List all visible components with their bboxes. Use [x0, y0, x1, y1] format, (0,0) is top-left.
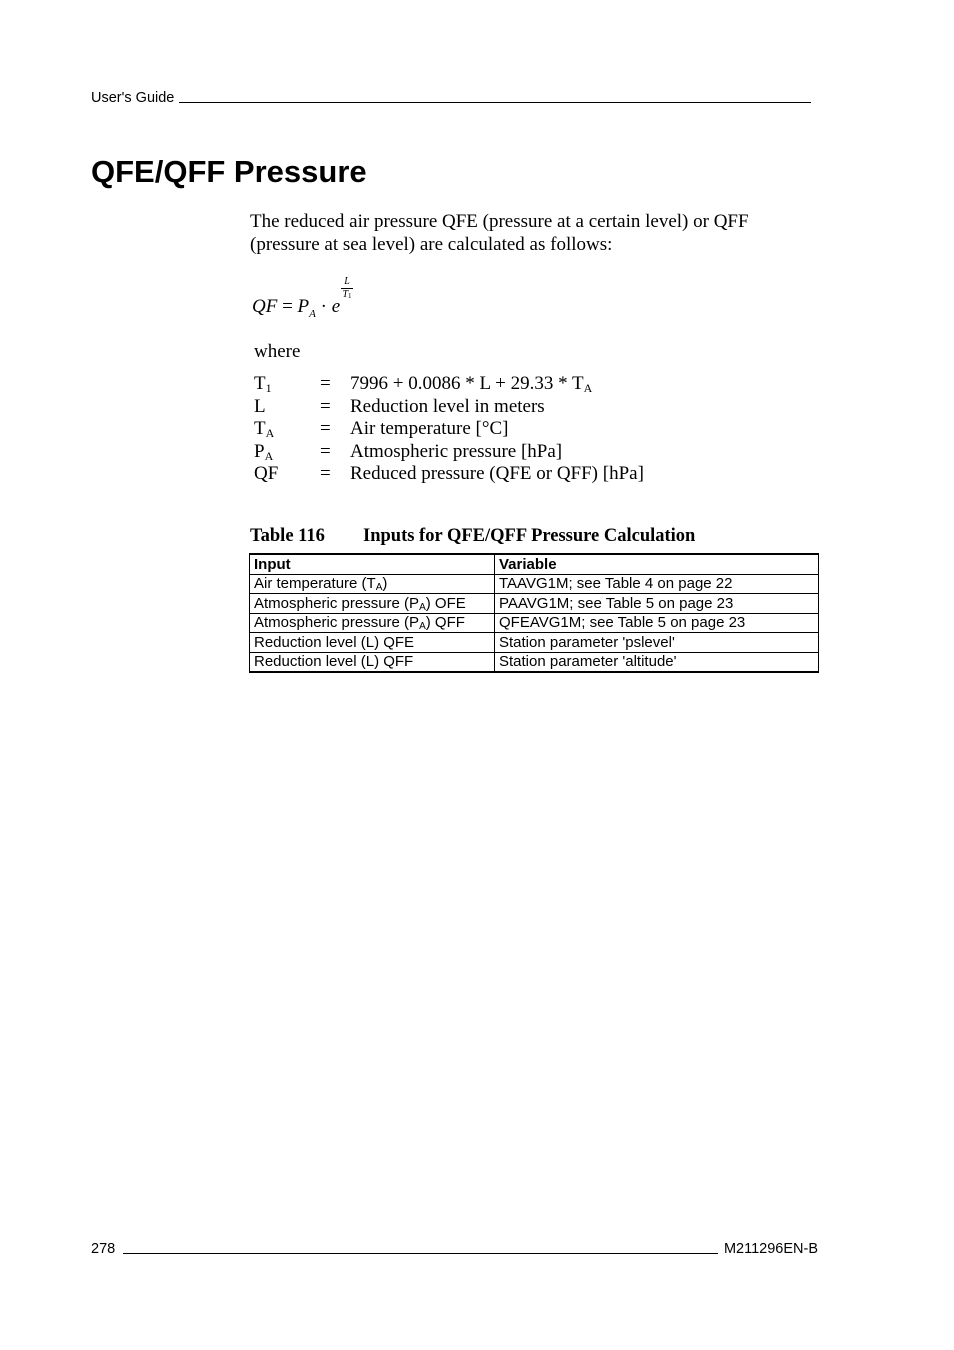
cell-variable: TAAVG1M; see Table 4 on page 22 [495, 574, 819, 594]
where-label: where [254, 341, 301, 362]
running-header [91, 90, 815, 106]
cell-variable: QFEAVG1M; see Table 5 on page 23 [495, 613, 819, 633]
cell-input: Reduction level (L) QFF [250, 652, 495, 672]
def-description: Air temperature [°C] [350, 418, 509, 439]
def-equals: = [320, 418, 331, 439]
table-row [250, 652, 819, 672]
table-row [250, 633, 819, 653]
qf-formula [252, 276, 382, 324]
page-number: 278 [91, 1241, 116, 1257]
def-symbol: L [254, 395, 266, 417]
def-symbol: $P_A$ [254, 440, 274, 463]
running-footer [91, 1241, 818, 1257]
table-row [250, 594, 819, 614]
cell-variable: Station parameter 'pslevel' [495, 633, 819, 653]
cell-input: Atmospheric pressure $(P_A)$ QFF [250, 613, 495, 633]
header-rule [179, 102, 811, 103]
def-symbol: $T_A$ [254, 418, 275, 440]
formula-exponent [340, 276, 354, 302]
def-symbol: $T_1$ [254, 373, 272, 395]
def-symbol: QF [254, 463, 279, 484]
def-description: Reduced pressure (QFE or QFF) [hPa] [350, 463, 644, 484]
table-number: Table 116 [250, 526, 325, 546]
def-equals: = [320, 463, 331, 484]
cell-input: Atmospheric pressure $(P_A)$ OFE [250, 594, 495, 614]
exponent-numerator: L [344, 276, 350, 287]
def-description: $7996 + 0.0086 * L + 29.33 * T_A$ [350, 373, 593, 395]
intro-paragraph: The reduced air pressure QFE (pressure at a certain level) or QFF (pressure at sea level) are calculated as follows: [250, 211, 749, 255]
table-header-row [250, 554, 819, 574]
inputs-table [249, 553, 819, 673]
table-row [250, 574, 819, 594]
column-header-variable: Variable [495, 554, 819, 574]
cell-input: Reduction level (L) QFE [250, 633, 495, 653]
document-id: M211296EN-B [723, 1241, 818, 1257]
def-description: Reduction level in meters [350, 395, 545, 417]
column-header-input: Input [250, 554, 495, 574]
def-equals: = [320, 373, 331, 394]
cell-variable: PAAVG1M; see Table 5 on page 23 [495, 594, 819, 614]
cell-variable: Station parameter 'altitude' [495, 652, 819, 672]
exponent-denominator: $T_1$ [342, 289, 352, 300]
def-equals: = [320, 395, 331, 417]
def-description: Atmospheric pressure [hPa] [350, 440, 563, 462]
formula-main: QF = $P_A \cdot e$ [252, 296, 341, 320]
table-caption [250, 526, 695, 547]
footer-rule [123, 1253, 718, 1254]
cell-input: Air temperature $(T_A)$ [250, 574, 495, 594]
def-equals: = [320, 440, 331, 462]
section-title: QFE/QFF Pressure [91, 154, 367, 189]
header-text: User's Guide [91, 90, 175, 106]
table-row [250, 613, 819, 633]
table-title: Inputs for QFE/QFF Pressure Calculation [363, 526, 696, 546]
